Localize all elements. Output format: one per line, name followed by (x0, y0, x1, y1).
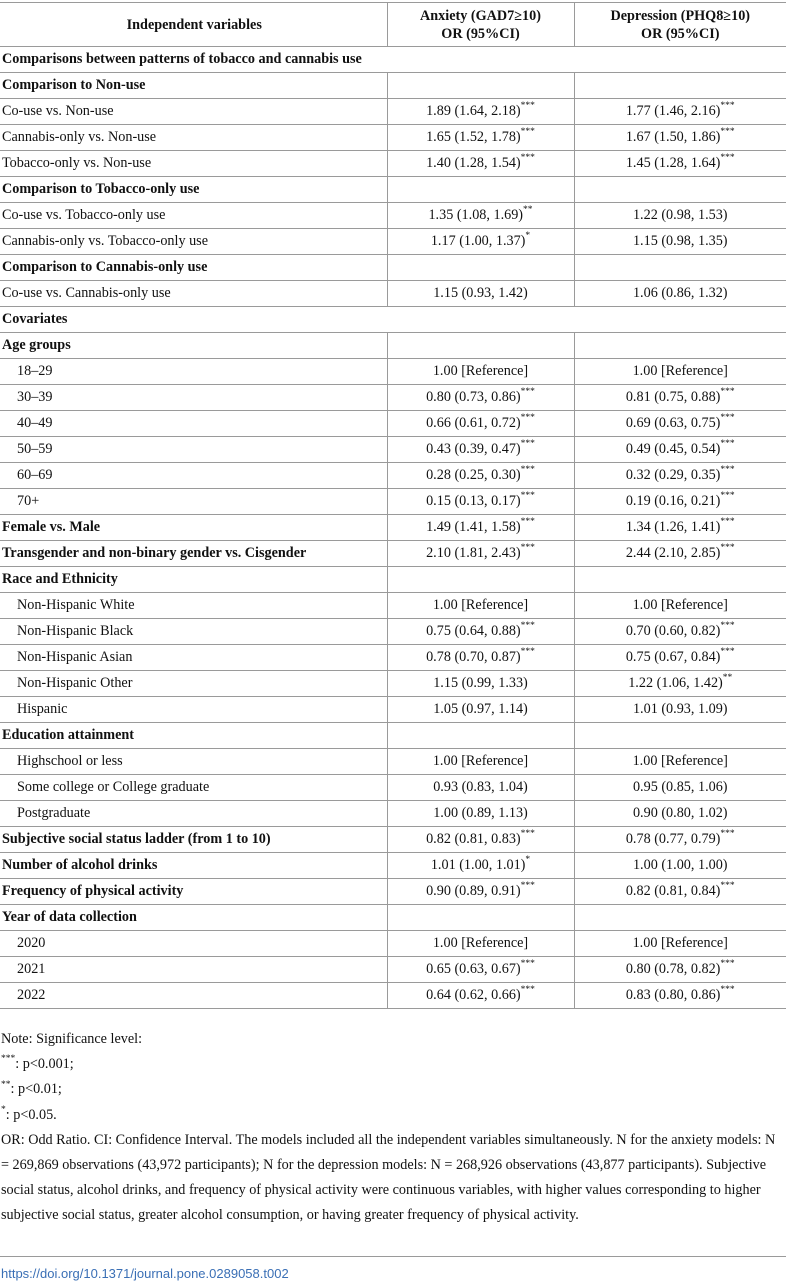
variable-label: Co-use vs. Non-use (0, 99, 387, 125)
depression-or-cell (574, 99, 786, 125)
depression-or-cell (574, 567, 786, 593)
table-row (0, 333, 786, 359)
note-sig-001 (1, 1052, 785, 1077)
depression-or-cell (574, 463, 786, 489)
table-row (0, 697, 786, 723)
significance-mark: *** (720, 153, 735, 164)
variable-label: Non-Hispanic Black (0, 619, 387, 645)
anxiety-or-cell (387, 671, 574, 697)
note-sig-05-mark: * (1, 1104, 6, 1115)
table-row (0, 307, 786, 333)
anxiety-or-cell (387, 775, 574, 801)
table-row (0, 749, 786, 775)
anxiety-or-cell (387, 463, 574, 489)
variable-label: 2021 (0, 957, 387, 983)
anxiety-or-cell (387, 229, 574, 255)
section-heading: Covariates (0, 307, 786, 333)
variable-label: 50–59 (0, 437, 387, 463)
depression-or-cell (574, 73, 786, 99)
variable-label: Non-Hispanic Other (0, 671, 387, 697)
significance-mark: *** (720, 647, 735, 658)
or-value: 1.45 (1.28, 1.64) (625, 155, 721, 171)
significance-mark: *** (720, 517, 735, 528)
anxiety-or-cell (387, 697, 574, 723)
significance-mark: *** (520, 153, 535, 164)
or-value: 1.00 [Reference] (432, 597, 529, 613)
note-sig-001-mark: *** (1, 1054, 16, 1065)
variable-label: Tobacco-only vs. Non-use (0, 151, 387, 177)
table-row (0, 593, 786, 619)
variable-label: 40–49 (0, 411, 387, 437)
depression-or-cell (574, 827, 786, 853)
anxiety-or-cell (387, 385, 574, 411)
depression-or-cell (574, 853, 786, 879)
depression-or-cell (574, 879, 786, 905)
variable-label: 30–39 (0, 385, 387, 411)
or-value: 1.49 (1.41, 1.58) (426, 519, 521, 535)
significance-mark: *** (720, 621, 735, 632)
anxiety-or-cell (387, 957, 574, 983)
depression-or-cell (574, 905, 786, 931)
or-value: 0.15 (0.13, 0.17) (426, 493, 521, 509)
or-value: 1.00 [Reference] (432, 935, 529, 951)
table-row (0, 151, 786, 177)
or-value: 0.66 (0.61, 0.72) (426, 415, 521, 431)
anxiety-or-cell (387, 645, 574, 671)
doi-link[interactable]: https://doi.org/10.1371/journal.pone.0289058.t002 (1, 1266, 289, 1281)
header-anxiety-subtitle: OR (95%CI) (441, 25, 520, 42)
depression-or-cell (574, 957, 786, 983)
depression-or-cell (574, 281, 786, 307)
or-value: 1.01 (1.00, 1.01) (430, 857, 526, 873)
table-notes (1, 1027, 785, 1229)
depression-or-cell (574, 359, 786, 385)
depression-or-cell (574, 775, 786, 801)
significance-mark: *** (720, 829, 735, 840)
or-value: 0.78 (0.70, 0.87) (426, 649, 521, 665)
or-value: 1.22 (1.06, 1.42) (628, 675, 723, 691)
significance-mark: *** (520, 491, 535, 502)
header-anxiety (387, 3, 574, 47)
or-value: 1.34 (1.26, 1.41) (625, 519, 721, 535)
table-row (0, 489, 786, 515)
significance-mark: *** (720, 101, 735, 112)
anxiety-or-cell (387, 879, 574, 905)
anxiety-or-cell (387, 151, 574, 177)
significance-mark: *** (520, 439, 535, 450)
table-row (0, 437, 786, 463)
depression-or-cell (574, 151, 786, 177)
significance-mark: *** (720, 881, 735, 892)
or-value: 1.01 (0.93, 1.09) (632, 701, 728, 717)
depression-or-cell (574, 411, 786, 437)
anxiety-or-cell (387, 411, 574, 437)
or-value: 0.69 (0.63, 0.75) (625, 415, 721, 431)
anxiety-or-cell (387, 723, 574, 749)
or-value: 1.22 (0.98, 1.53) (632, 207, 728, 223)
table-row (0, 645, 786, 671)
significance-mark: *** (520, 959, 535, 970)
anxiety-or-cell (387, 541, 574, 567)
anxiety-or-cell (387, 177, 574, 203)
section-heading: Comparisons between patterns of tobacco and cannabis use (0, 47, 786, 73)
variable-label: 18–29 (0, 359, 387, 385)
table-row (0, 957, 786, 983)
table-row (0, 541, 786, 567)
significance-mark: *** (520, 465, 535, 476)
or-value: 0.64 (0.62, 0.66) (426, 987, 521, 1003)
significance-mark: *** (720, 439, 735, 450)
significance-mark: *** (520, 621, 535, 632)
or-value: 2.10 (1.81, 2.43) (426, 545, 521, 561)
depression-or-cell (574, 593, 786, 619)
note-sig-01-mark: ** (1, 1079, 11, 1090)
doi-divider (0, 1256, 786, 1257)
anxiety-or-cell (387, 281, 574, 307)
table-row (0, 229, 786, 255)
or-value: 1.00 [Reference] (432, 363, 529, 379)
header-independent-variables: Independent variables (0, 3, 387, 47)
note-significance-heading: Note: Significance level: (1, 1031, 143, 1047)
depression-or-cell (574, 931, 786, 957)
significance-mark: *** (720, 465, 735, 476)
or-value: 2.44 (2.10, 2.85) (625, 545, 721, 561)
variable-label: Non-Hispanic Asian (0, 645, 387, 671)
significance-mark: *** (520, 829, 535, 840)
header-depression (574, 3, 786, 47)
anxiety-or-cell (387, 73, 574, 99)
table-row (0, 73, 786, 99)
variable-label: Cannabis-only vs. Non-use (0, 125, 387, 151)
table-body (0, 47, 786, 1009)
depression-or-cell (574, 385, 786, 411)
group-label: Education attainment (0, 723, 387, 749)
note-sig-001-text: : p<0.001; (15, 1056, 74, 1073)
anxiety-or-cell (387, 593, 574, 619)
significance-mark: *** (720, 127, 735, 138)
table-row (0, 99, 786, 125)
anxiety-or-cell (387, 359, 574, 385)
depression-or-cell (574, 723, 786, 749)
or-value: 0.43 (0.39, 0.47) (426, 441, 521, 457)
group-label: Comparison to Non-use (0, 73, 387, 99)
anxiety-or-cell (387, 827, 574, 853)
or-value: 0.90 (0.89, 0.91) (426, 883, 521, 899)
significance-mark: ** (523, 205, 533, 216)
or-value: 0.95 (0.85, 1.06) (632, 779, 728, 795)
group-label: Comparison to Cannabis-only use (0, 255, 387, 281)
depression-or-cell (574, 645, 786, 671)
table-row (0, 47, 786, 73)
depression-or-cell (574, 541, 786, 567)
significance-mark: *** (520, 387, 535, 398)
or-value: 0.32 (0.29, 0.35) (625, 467, 721, 483)
significance-mark: *** (520, 101, 535, 112)
or-value: 0.70 (0.60, 0.82) (625, 623, 721, 639)
anxiety-or-cell (387, 983, 574, 1009)
variable-label: Non-Hispanic White (0, 593, 387, 619)
depression-or-cell (574, 697, 786, 723)
table-row (0, 801, 786, 827)
or-value: 0.49 (0.45, 0.54) (625, 441, 721, 457)
significance-mark: *** (720, 491, 735, 502)
variable-label: 2022 (0, 983, 387, 1009)
significance-mark: *** (520, 127, 535, 138)
table-row (0, 931, 786, 957)
or-value: 1.06 (0.86, 1.32) (632, 285, 728, 301)
or-value: 1.00 [Reference] (632, 363, 728, 379)
or-value: 0.78 (0.77, 0.79) (625, 831, 721, 847)
table-row (0, 905, 786, 931)
table-row (0, 983, 786, 1009)
anxiety-or-cell (387, 203, 574, 229)
table-row (0, 619, 786, 645)
depression-or-cell (574, 125, 786, 151)
table-row (0, 463, 786, 489)
variable-label: Cannabis-only vs. Tobacco-only use (0, 229, 387, 255)
anxiety-or-cell (387, 255, 574, 281)
table-header-row (0, 3, 786, 47)
variable-label: 70+ (0, 489, 387, 515)
depression-or-cell (574, 671, 786, 697)
or-value: 0.93 (0.83, 1.04) (433, 779, 528, 795)
anxiety-or-cell (387, 333, 574, 359)
table-row (0, 177, 786, 203)
depression-or-cell (574, 255, 786, 281)
or-value: 1.35 (1.08, 1.69) (428, 207, 524, 223)
or-value: 1.89 (1.64, 2.18) (426, 103, 521, 119)
note-paragraph: OR: Odd Ratio. CI: Confidence Interval. The models included all the independent variables simultaneously. N for the anxiety models: N = 269,869 observations (43,972 participants); N for the depression models: N = 268,926 observations (43,877 participants). Subjective social status, alcohol drinks, and frequency of physical activity were continuous variables, with higher values corresponding to higher subjective social status, greater alcohol consumption, or having greater frequency of physical activity. (1, 1131, 776, 1224)
table-row (0, 567, 786, 593)
or-value: 0.82 (0.81, 0.83) (426, 831, 521, 847)
anxiety-or-cell (387, 567, 574, 593)
header-anxiety-title: Anxiety (GAD7≥10) (420, 7, 541, 24)
or-value: 1.17 (1.00, 1.37) (430, 233, 526, 249)
note-sig-05-text: : p<0.05. (5, 1106, 57, 1123)
table-row (0, 359, 786, 385)
or-value: 0.82 (0.81, 0.84) (625, 883, 721, 899)
or-value: 0.28 (0.25, 0.30) (426, 467, 521, 483)
table-row (0, 385, 786, 411)
anxiety-or-cell (387, 437, 574, 463)
table-row (0, 775, 786, 801)
or-value: 0.65 (0.63, 0.67) (426, 961, 521, 977)
anxiety-or-cell (387, 515, 574, 541)
significance-mark: *** (520, 647, 535, 658)
significance-mark: *** (520, 985, 535, 996)
depression-or-cell (574, 983, 786, 1009)
depression-or-cell (574, 619, 786, 645)
significance-mark: *** (720, 959, 735, 970)
table-row (0, 411, 786, 437)
significance-mark: *** (520, 881, 535, 892)
or-value: 1.15 (0.93, 1.42) (433, 285, 528, 301)
or-value: 1.00 (1.00, 1.00) (632, 857, 728, 873)
or-value: 0.75 (0.64, 0.88) (426, 623, 521, 639)
table-row (0, 125, 786, 151)
table-row (0, 853, 786, 879)
variable-label: Subjective social status ladder (from 1 to 10) (0, 827, 387, 853)
header-depression-title: Depression (PHQ8≥10) (610, 7, 751, 24)
or-value: 1.05 (0.97, 1.14) (433, 701, 528, 717)
or-value: 1.00 [Reference] (632, 753, 728, 769)
table-row (0, 879, 786, 905)
variable-label: Transgender and non-binary gender vs. Cisgender (0, 541, 387, 567)
or-value: 0.90 (0.80, 1.02) (632, 805, 728, 821)
anxiety-or-cell (387, 125, 574, 151)
group-label: Race and Ethnicity (0, 567, 387, 593)
or-value: 0.80 (0.78, 0.82) (625, 961, 721, 977)
table-row (0, 827, 786, 853)
significance-mark: *** (720, 543, 735, 554)
table-row (0, 203, 786, 229)
or-value: 1.67 (1.50, 1.86) (625, 129, 721, 145)
depression-or-cell (574, 801, 786, 827)
group-label: Age groups (0, 333, 387, 359)
variable-label: Number of alcohol drinks (0, 853, 387, 879)
or-value: 0.19 (0.16, 0.21) (625, 493, 721, 509)
significance-mark: * (525, 855, 531, 866)
note-sig-01 (1, 1077, 785, 1102)
significance-mark: * (525, 231, 531, 242)
results-table (0, 2, 786, 1009)
variable-label: 60–69 (0, 463, 387, 489)
or-value: 1.00 [Reference] (632, 597, 728, 613)
or-value: 1.40 (1.28, 1.54) (426, 155, 521, 171)
anxiety-or-cell (387, 931, 574, 957)
group-label: Year of data collection (0, 905, 387, 931)
table-row (0, 671, 786, 697)
or-value: 1.77 (1.46, 2.16) (625, 103, 721, 119)
anxiety-or-cell (387, 489, 574, 515)
or-value: 1.00 [Reference] (632, 935, 728, 951)
anxiety-or-cell (387, 749, 574, 775)
anxiety-or-cell (387, 801, 574, 827)
variable-label: 2020 (0, 931, 387, 957)
header-depression-subtitle: OR (95%CI) (641, 25, 720, 42)
depression-or-cell (574, 333, 786, 359)
anxiety-or-cell (387, 853, 574, 879)
or-value: 0.81 (0.75, 0.88) (625, 389, 721, 405)
variable-label: Postgraduate (0, 801, 387, 827)
table-row (0, 723, 786, 749)
or-value: 1.00 (0.89, 1.13) (433, 805, 528, 821)
significance-mark: *** (720, 985, 735, 996)
depression-or-cell (574, 437, 786, 463)
table-row (0, 281, 786, 307)
group-label: Comparison to Tobacco-only use (0, 177, 387, 203)
variable-label: Frequency of physical activity (0, 879, 387, 905)
or-value: 0.83 (0.80, 0.86) (625, 987, 721, 1003)
or-value: 1.00 [Reference] (432, 753, 529, 769)
note-sig-05 (1, 1103, 785, 1128)
table-row (0, 515, 786, 541)
or-value: 1.15 (0.98, 1.35) (632, 233, 728, 249)
note-sig-01-text: : p<0.01; (10, 1081, 62, 1098)
or-value: 0.75 (0.67, 0.84) (625, 649, 721, 665)
depression-or-cell (574, 489, 786, 515)
significance-mark: *** (520, 413, 535, 424)
variable-label: Hispanic (0, 697, 387, 723)
depression-or-cell (574, 177, 786, 203)
variable-label: Highschool or less (0, 749, 387, 775)
depression-or-cell (574, 203, 786, 229)
depression-or-cell (574, 515, 786, 541)
variable-label: Some college or College graduate (0, 775, 387, 801)
significance-mark: *** (520, 543, 535, 554)
significance-mark: ** (722, 673, 733, 684)
anxiety-or-cell (387, 905, 574, 931)
variable-label: Co-use vs. Cannabis-only use (0, 281, 387, 307)
significance-mark: *** (720, 387, 735, 398)
or-value: 0.80 (0.73, 0.86) (426, 389, 521, 405)
table-row (0, 255, 786, 281)
anxiety-or-cell (387, 99, 574, 125)
or-value: 1.15 (0.99, 1.33) (433, 675, 528, 691)
depression-or-cell (574, 229, 786, 255)
variable-label: Co-use vs. Tobacco-only use (0, 203, 387, 229)
anxiety-or-cell (387, 619, 574, 645)
or-value: 1.65 (1.52, 1.78) (426, 129, 521, 145)
significance-mark: *** (520, 517, 535, 528)
depression-or-cell (574, 749, 786, 775)
significance-mark: *** (720, 413, 735, 424)
variable-label: Female vs. Male (0, 515, 387, 541)
